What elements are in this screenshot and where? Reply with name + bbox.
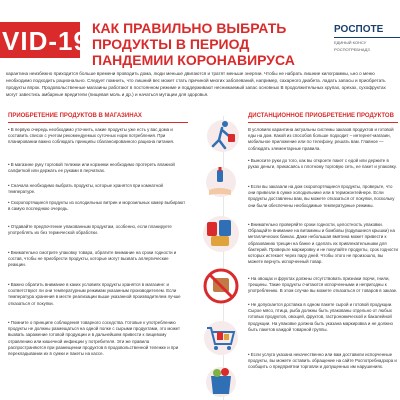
left-paragraph-5: • Отдавайте предпочтение упакованным продуктам, особенно, если планируете употреблять их без термической обработки. xyxy=(8,224,172,236)
brand-divider xyxy=(334,37,400,38)
cart-icon xyxy=(204,321,238,355)
right-paragraph-4: • Внимательно проверяйте сроки годности, целостность упаковки. Обращайте внимание на витамины и бомбовы (вздувшиеся крышки) на металлических банках. Даже небольшая вмятина может привести к образованию трещин на банке и сделать их привлекательными для бактерий. Проверьте маркировку и не покупайте продукты, срок годности которых истекает через пару дней. Чтобы этого не произошло, вы можете вернуть испорченный товар. xyxy=(248,222,398,265)
canned-food-icon xyxy=(203,216,239,252)
sanitizer-hand-icon xyxy=(206,167,236,197)
left-paragraph-4: • Скоропортящиеся продукты из холодильных витрин и морозильных камер выбирают в самую последнюю очередь. xyxy=(8,200,186,212)
right-paragraph-2: • Выносите руки до того, как вы откроете пакет с едой или держите в руках деньги, прикасаясь к плотному торговую сеть, ее пакет и упаковку. xyxy=(248,158,397,170)
left-paragraph-3: • Сначала необходимо выбрать продукты, которые хранятся при комнатной температуре. xyxy=(8,183,163,195)
left-paragraph-2: • В магазине руку торговой тележки или корзинки необходимо протереть влажной салфеткой или держать ее руками в перчатках. xyxy=(8,162,175,174)
grocery-bag-icon xyxy=(206,367,236,397)
brand-sub-2: РОСПОТРЕБНАДЗ xyxy=(334,47,370,52)
right-paragraph-1: В условиях карантина актуальны системы заказов продуктов и готовой еды на дом. Какой из способов больше подходит – интернет-магазин, мобильное приложение или по телефону, решать вам. Главное — соблюдать элементарные правила. xyxy=(248,127,394,151)
left-paragraph-8: • Помните о принципе соблюдения товарного соседства. Готовые к употреблению продукты не должны размещаться на одной полке с сырыми продуктами, это может вызвать заражение готовой продукции и в дальнейшем привести к пищевому отравлению или кишечной инфекции у потребителя. Эти же правила распространяются при размещении продуктов в продовольственной тележке и при перекладывании их в сумки и пакеты на кассе. xyxy=(8,320,181,357)
brand-name: РОСПОТЕ xyxy=(334,24,384,35)
center-icons xyxy=(195,116,245,400)
right-column-title: ДИСТАНЦИОННОЕ ПРИОБРЕТЕНИЕ ПРОДУКТОВ xyxy=(248,113,394,119)
right-paragraph-6: • Не допускается доставка в одном пакете сырой и готовой продукции. Сырое мясо, птица, рыба должны быть упакованы отдельно от любых готовых продуктов, овощей, фруктов, гастрономической и бакалейной продукции. На упаковке должна быть указана маркировка и не должно быть пакетов каждой товарной группы. xyxy=(248,302,393,332)
left-paragraph-7: • Важно обратить внимание в каких условиях продукты хранятся в магазине: и соответствуют ли они температурным режимам указанным производителем. Если температура хранения в месте реализации выше указанной производителем лучше отказаться от покупки. xyxy=(8,282,181,306)
right-paragraph-5: • На овощах и фруктах должны отсутствовать признаки порчи, гнили, трещины. Такие продукты считаются испорченными и непригодны к употреблению. В этом случае вы можете отказаться от товаров в заказе. xyxy=(248,276,398,294)
left-paragraph-6: • Внимательно смотрите упаковку товара, обратите внимание на сроки годности и состав, чтобы не приобрести продукты, которые могут вызвать аллергические реакции. xyxy=(8,250,177,268)
covid-label: VID-19 xyxy=(2,26,89,56)
right-paragraph-3: • Если вы заказали на дом скоропортящиеся продукты, проверьте, что они привезли в сумке холодильнике или в термоконтейнере. Если продукты доставлены вам, вы можете отказаться от покупки, поскольку они были обеспечены необходимые температурные режимы. xyxy=(248,184,395,208)
left-paragraph-1: • В первую очередь необходимо уточнить, какие продукты уже есть у вас дома и составить список с учетом рекомендуемых суточных норм потребления. При планировании важно соблюдать принципы сбалансированного рациона питания. xyxy=(8,127,175,145)
right-column-rule xyxy=(248,122,398,123)
prohibited-icon xyxy=(205,270,237,302)
shopper-icon xyxy=(207,120,239,152)
page-title: КАК ПРАВИЛЬНО ВЫБРАТЬ ПРОДУКТЫ В ПЕРИОД ПАНДЕМИИ КОРОНАВИРУСА xyxy=(92,20,295,68)
brand-block xyxy=(334,24,400,52)
left-column-rule xyxy=(8,122,188,123)
right-paragraph-7: • Если услуга указана некачественно или вам доставили испорченные продукты, вы можете оставить обращение на сайте Роспотребнадзора и сообщить о предприятии торговли и допущенных им нарушениях. xyxy=(248,352,397,370)
brand-sub-1: ЕДИНЫЙ КОНСУ xyxy=(334,40,367,45)
intro-text: карантина неизбежно приходится больше времени проводить дома, люди меньше двигаются и тратят меньше энергии. Чтобы не набрать лишние килограммы, ьно о меню необходимо подходить рационально. Следует помнить, что лишний вес может стать причиной многих заболеваний, например, сахарного диабета. ладать запасы и приобретать продукты впрок. Продовольственные магазины работают в постоянном режиме и поддерживают неснижаемый запас основных В продолжительных хрупах, орехах, сухофруктах могут завестись амбарные вредители (пищевая моль и др.) и начаться мутации для здоровья. xyxy=(6,71,386,97)
left-column-title: ПРИОБРЕТЕНИЕ ПРОДУКТОВ В МАГАЗИНАХ xyxy=(8,113,142,119)
header xyxy=(0,0,400,68)
